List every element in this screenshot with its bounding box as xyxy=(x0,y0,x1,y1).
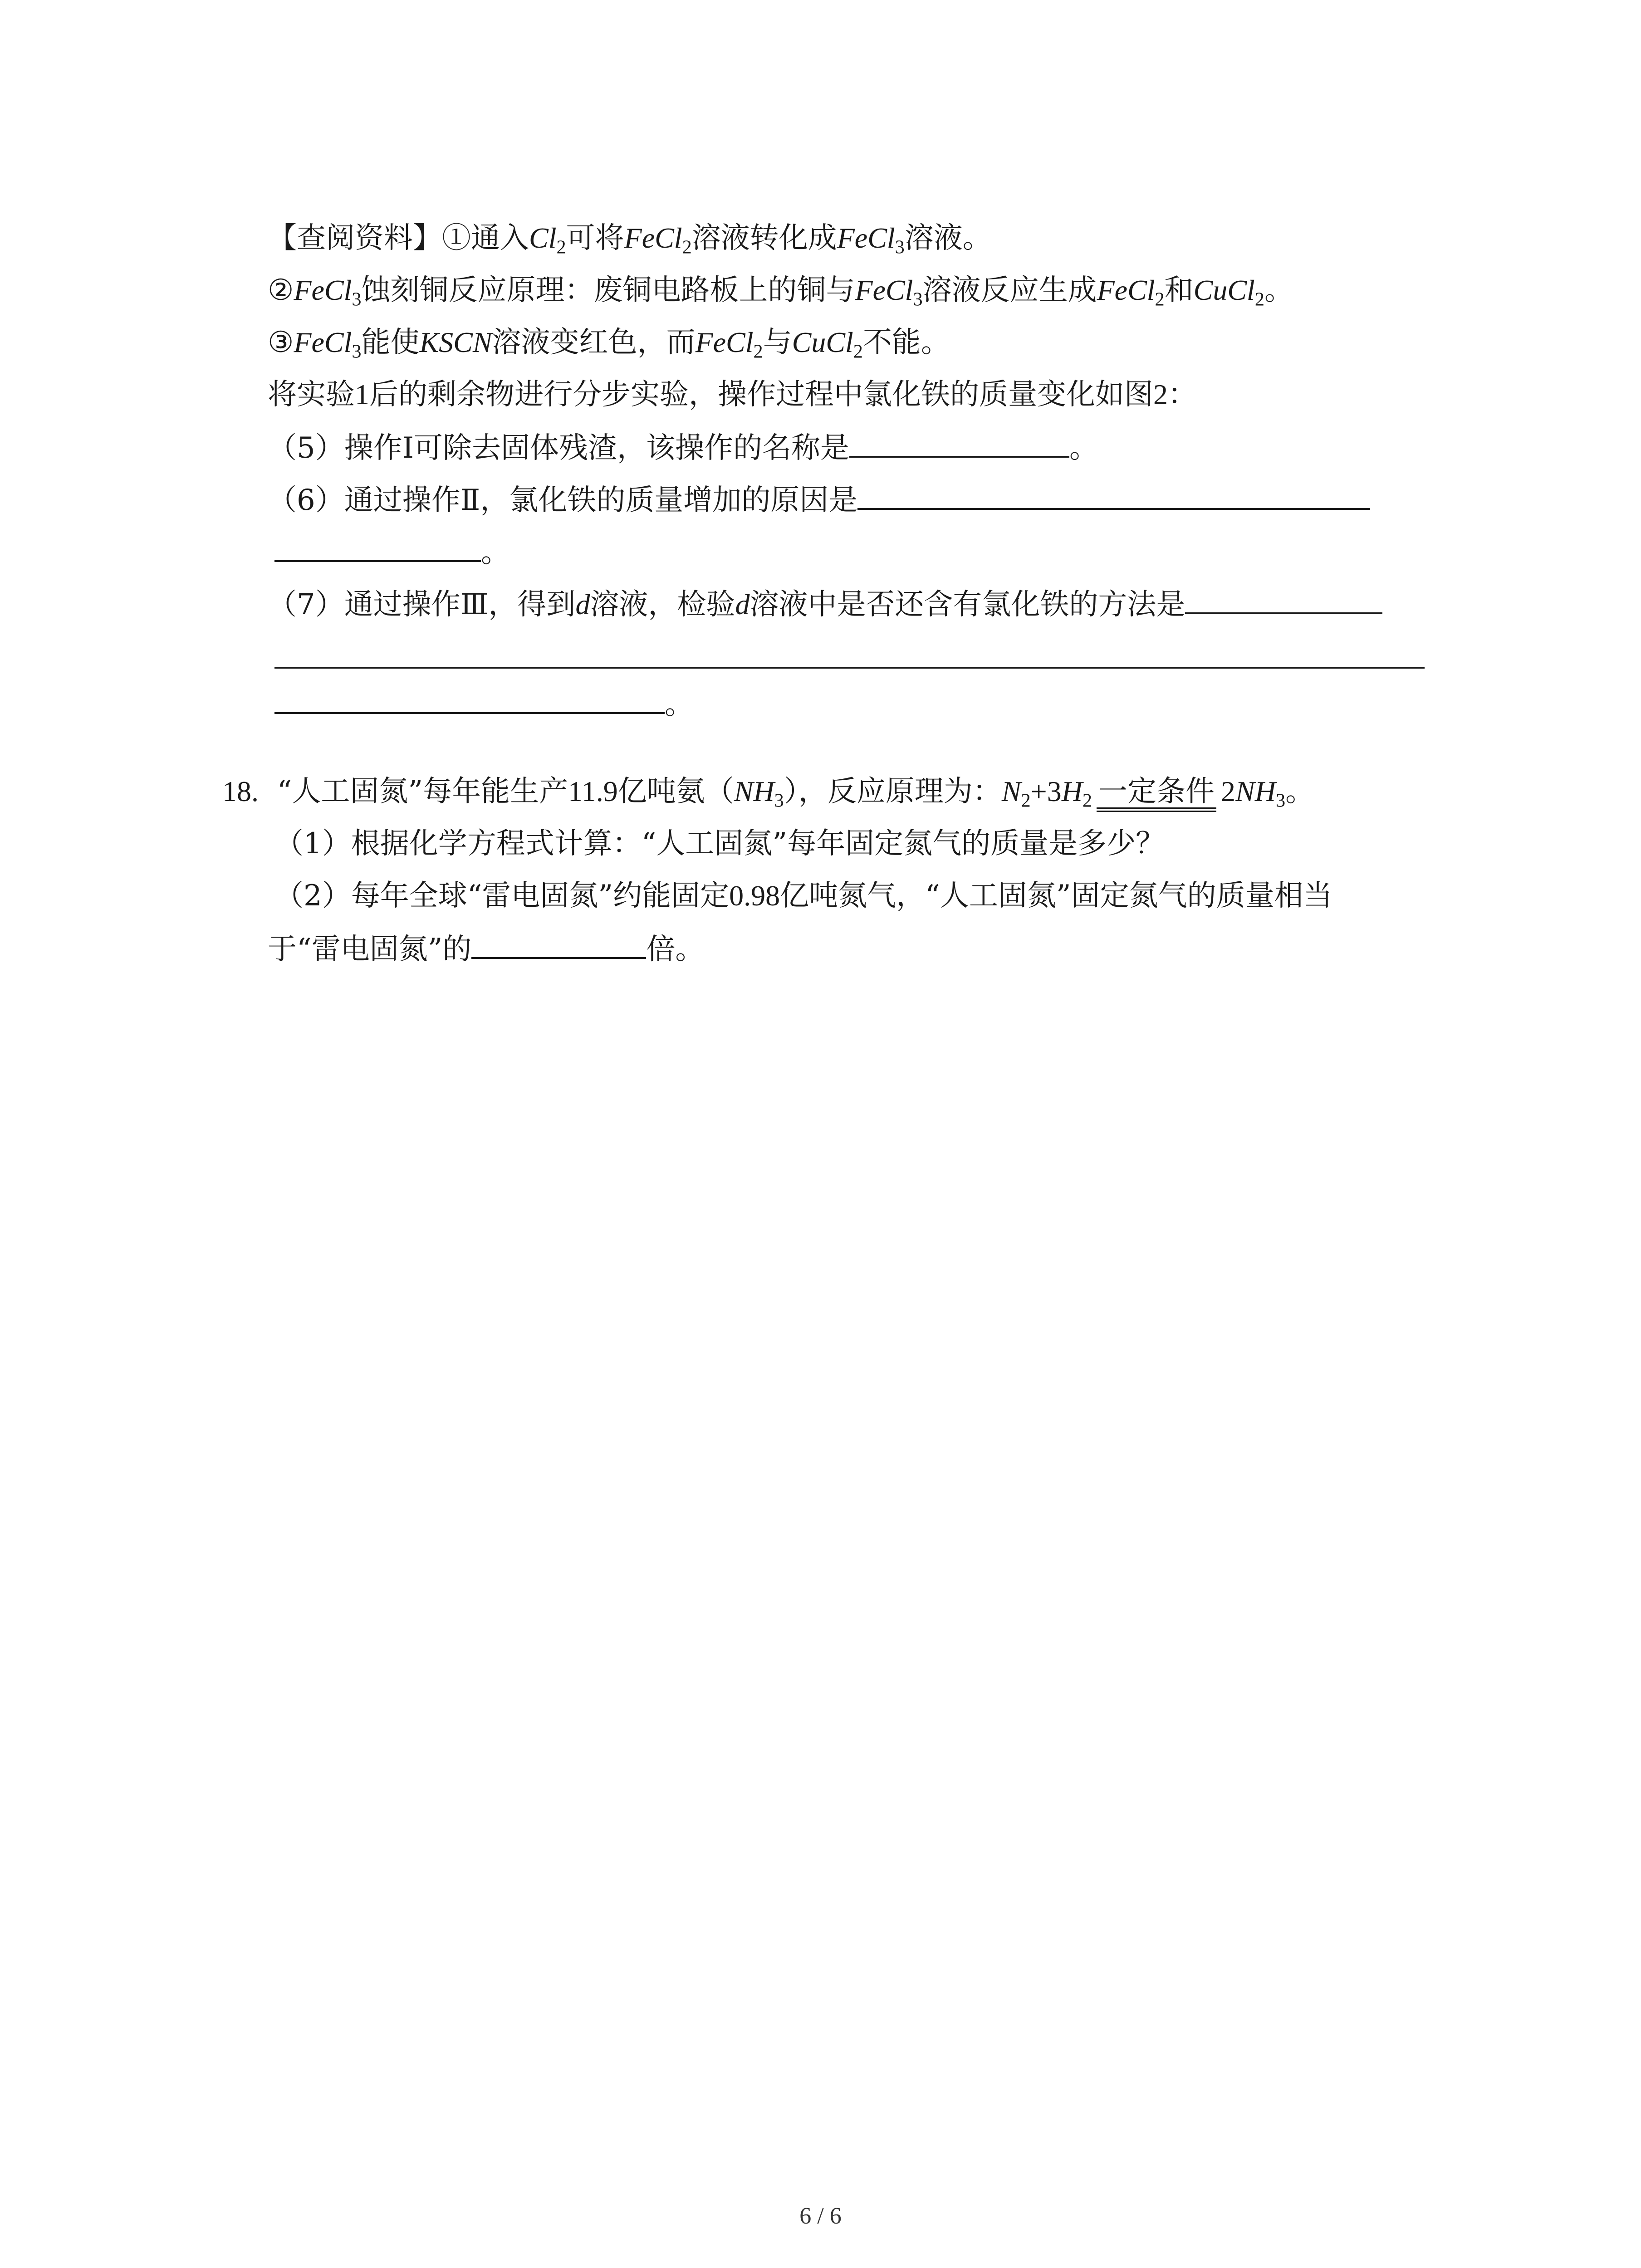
answer-blank-6a[interactable] xyxy=(857,481,1370,510)
answer-blank-7a[interactable] xyxy=(1185,585,1382,614)
reference-material-line-1: 【查阅资料】①通入$Cl_2$可将FeCl$_2$溶液转化成FeCl$_3$溶液。 xyxy=(268,221,992,258)
experiment-intro-line: 将实验1后的剩余物进行分步实验，操作过程中氯化铁的质量变化如图2： xyxy=(268,378,1197,411)
question-5: （5）操作Ⅰ可除去固体残渣，该操作的名称是 。 xyxy=(268,429,1098,465)
question-6-continued: 。 xyxy=(274,533,510,569)
reaction-condition: 一定条件 xyxy=(1097,776,1216,812)
question-18-part-2: （2）每年全球“雷电固氮”约能固定0.98亿吨氮气，“人工固氮”固定氮气的质量相当 xyxy=(274,879,1332,913)
answer-blank-7b[interactable] xyxy=(274,667,1425,669)
answer-blank-5[interactable] xyxy=(849,429,1069,458)
answer-blank-6b[interactable] xyxy=(274,533,481,562)
question-18-part-2-continued: 于“雷电固氮”的 倍。 xyxy=(268,930,704,966)
question-6: （6）通过操作Ⅱ，氯化铁的质量增加的原因是 xyxy=(268,481,1370,517)
question-7-end: 。 xyxy=(274,685,694,721)
page-number: 6 / 6 xyxy=(799,2203,842,2229)
question-18: 18. “人工固氮”每年能生产11.9亿吨氨$(NH_3)$，反应原理为：$N_2+3H_2$ 一定条件 $2NH_3$。 xyxy=(222,775,1315,811)
question-18-part-1: （1）根据化学方程式计算：“人工固氮”每年固定氮气的质量是多少？ xyxy=(274,827,1165,860)
question-7: （7）通过操作Ⅲ，得到d溶液，检验d溶液中是否还含有氯化铁的方法是 xyxy=(268,585,1382,621)
reference-material-line-2: ②FeCl$_3$蚀刻铜反应原理：废铜电路板上的铜与FeCl$_3$溶液反应生成FeCl$_2$和CuCl$_2$。 xyxy=(268,274,1293,310)
reference-material-line-3: ③FeCl$_3$能使KSCN溶液变红色，而FeCl$_2$与CuCl$_2$不能。 xyxy=(268,326,950,362)
answer-blank-7c[interactable] xyxy=(274,685,665,714)
answer-blank-18-2[interactable] xyxy=(471,930,646,959)
